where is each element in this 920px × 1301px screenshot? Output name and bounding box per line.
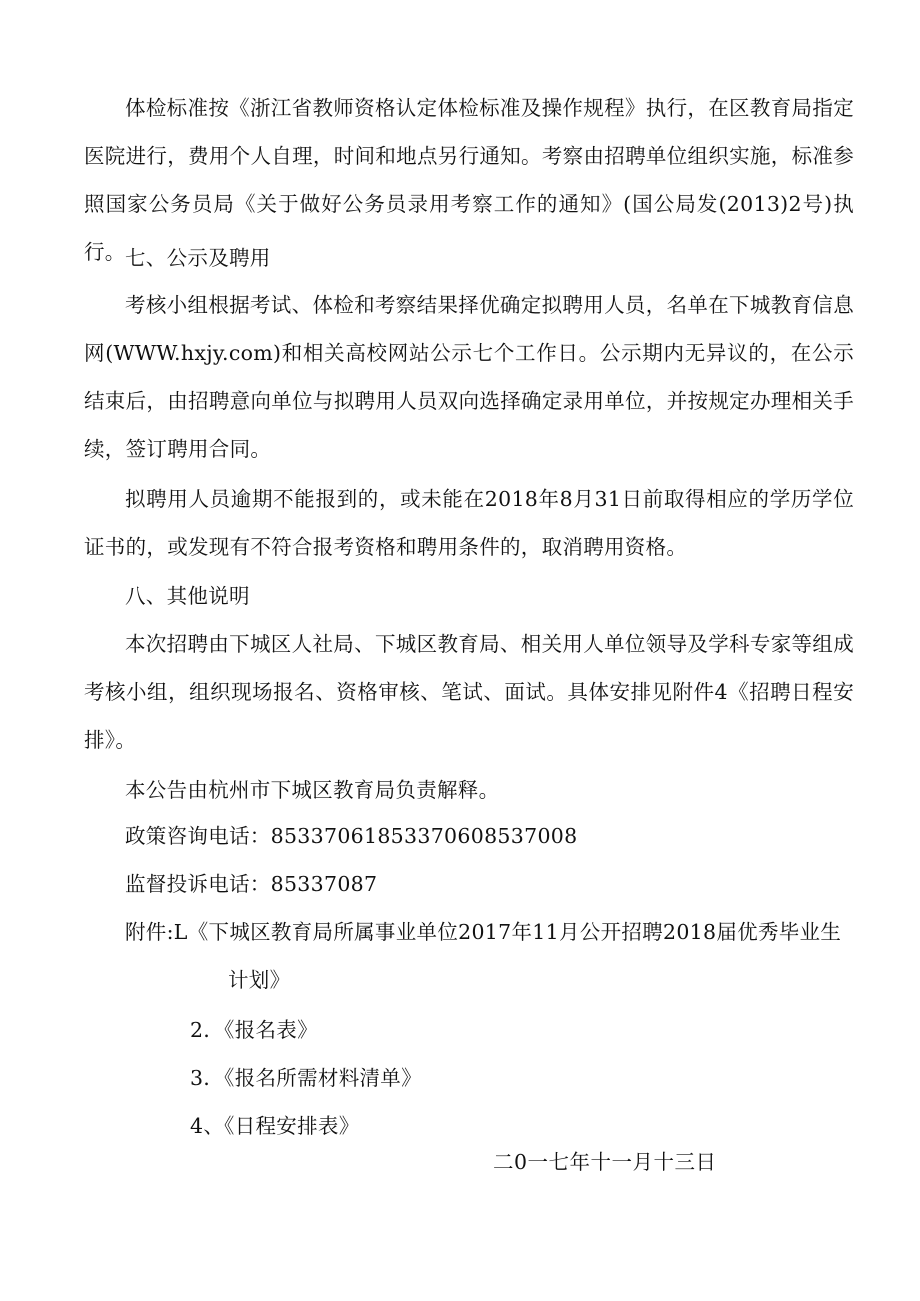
section-heading-7: 七、公示及聘用 <box>125 246 271 270</box>
section-heading-8: 八、其他说明 <box>125 584 250 608</box>
attachment-4: 4、《日程安排表》 <box>190 1114 360 1138</box>
paragraph-physical-exam: 体检标准按《浙江省教师资格认定体检标准及操作规程》执行，在区教育局指定医院进行，费用个人自理，时间和地点另行通知。考察由招聘单位组织实施，标准参照国家公务员局《关于做好公务员录用考察工作的通知》(国公局发(2013)2号)执行。 <box>84 96 854 264</box>
paragraph-organization: 本次招聘由下城区人社局、下城区教育局、相关用人单位领导及学科专家等组成考核小组，组织现场报名、资格审核、笔试、面试。具体安排见附件4《招聘日程安排》。 <box>84 632 854 752</box>
paragraph-disqualification: 拟聘用人员逾期不能报到的，或未能在2018年8月31日前取得相应的学历学位证书的，或发现有不符合报考资格和聘用条件的，取消聘用资格。 <box>84 487 854 559</box>
paragraph-interpretation: 本公告由杭州市下城区教育局负责解释。 <box>125 778 500 802</box>
document-date: 二0一七年十一月十三日 <box>493 1150 717 1174</box>
complaint-hotline: 监督投诉电话：85337087 <box>125 872 378 896</box>
paragraph-publicity: 考核小组根据考试、体检和考察结果择优确定拟聘用人员，名单在下城教育信息网(WWW.hxjy.com)和相关高校网站公示七个工作日。公示期内无异议的，在公示结束后，由招聘意向单位与拟聘用人员双向选择确定录用单位，并按规定办理相关手续，签订聘用合同。 <box>84 293 854 461</box>
policy-hotline: 政策咨询电话：85337061853370608537008 <box>125 824 578 848</box>
attachment-1: 附件:L《下城区教育局所属事业单位2017年11月公开招聘2018届优秀毕业生 <box>125 920 842 944</box>
attachment-3: 3．《报名所需材料清单》 <box>190 1066 422 1090</box>
attachment-1-continued: 计划》 <box>228 968 291 992</box>
attachment-2: 2．《报名表》 <box>190 1018 318 1042</box>
